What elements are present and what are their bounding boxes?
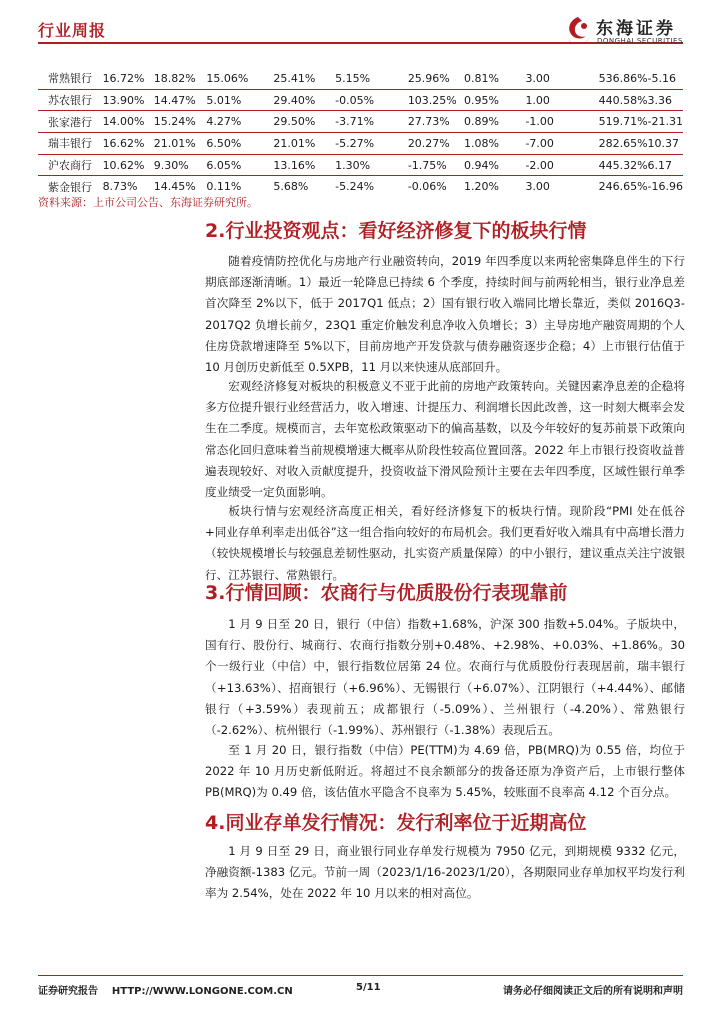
value-cell: 16.62% [103,133,154,155]
value-cell: -5.27% [335,133,408,155]
bank-name-cell: 苏农银行 [38,89,103,111]
value-cell: 103.25% [408,89,464,111]
table-row [38,89,683,111]
footer-left-text: 证券研究报告 HTTP://WWW.LONGONE.COM.CN [38,986,293,997]
value-cell: 6.50% [206,133,273,155]
value-cell: 25.41% [273,68,335,89]
value-cell: 6.05% [206,154,273,176]
value-cell: 14.00% [103,111,154,133]
value-cell: 0.11% [206,180,242,194]
section-4-title: 4.同业存单发行情况：发行利率位于近期高位 [205,812,587,834]
value-cell: 1.08% [464,133,525,155]
value-cell: -7.00 [525,133,591,155]
section-3-paragraph-2: 至 1 月 20 日，银行指数（中信）PE(TTM)为 4.69 倍，PB(MRQ)为 0.55 倍，均位于 2022 年 10 月历史新低附近。将超过不良余额部分的拨备还原为净资产后，上市银行整体 PB(MRQ)为 0.49 倍，该估值水平隐含不良率为 5.45%，较账面不良率高 4.12 个百分点。 [205,743,685,800]
value-cell: -3.71% [335,111,408,133]
value-cell: 0.89% [464,111,525,133]
value-cell: 27.73% [408,111,464,133]
report-type-tag: 行业周报 [38,21,107,40]
bank-data-table [38,68,683,197]
value-cell: 4.27% [206,111,273,133]
value-cell: 15.24% [154,111,207,133]
section-3-paragraph-1: 1 月 9 日至 20 日，银行（中信）指数+1.68%，沪深 300 指数+5.04%。子版块中，国有行、股份行、城商行、农商行指数分别+0.48%、+2.98%、+0.03%、+1.86%。30 个一级行业（中信）中，银行指数位居第 24 位。农商行与优质股份行表现居前，瑞丰银行（+13.63%）、招商银行（+6.96%）、无锡银行（+6.07%）、江阴银行（+4.44%）、邮储银行（+3.59%）表现前五；成都银行（-5.09%）、兰州银行（-4.20%）、常熟银行（-2.62%）、杭州银行（-1.99%）、苏州银行（-1.38%）表现后五。 [205,617,685,738]
value-cell: 13.90% [103,89,154,111]
value-cell: 13.16% [273,154,335,176]
value-cell: -21.31 [648,111,683,133]
donghai-logo-icon [562,14,594,48]
value-cell: 20.27% [408,133,464,155]
value-cell: 14.45% [153,180,196,194]
value-cell: 445.32% [591,154,647,176]
value-cell: 282.65% [591,133,647,155]
value-cell: -1.75% [408,154,464,176]
footer-disclaimer: 请务必仔细阅读正文后的所有说明和声明 [503,986,683,997]
value-cell: 6.17 [648,154,683,176]
value-cell: -1.00 [525,111,591,133]
value-cell: 1.20% [464,180,499,194]
section-2-paragraph-3: 板块行情与宏观经济高度正相关，看好经济修复下的板块行情。现阶段“PMI 处在低谷+同业存单利率走出低谷”这一组合指向较好的布局机会。我们更看好收入端具有中高增长潜力（较快规模增长与较强息差韧性驱动，扎实资产质量保障）的中小银行，建议重点关注宁波银行、江苏银行、常熟银行。 [205,504,685,582]
section-2-title: 2.行业投资观点：看好经济修复下的板块行情 [205,220,587,242]
page-number: 5/11 [356,982,381,993]
value-cell: 10.37 [648,133,683,155]
value-cell: 536.86% [591,68,647,89]
value-cell: 0.94% [464,154,525,176]
company-logo [560,12,690,52]
value-cell: -5.24% [335,180,375,194]
section-3-title: 3.行情回顾：农商行与优质股份行表现靠前 [205,582,568,604]
value-cell: 3.00 [525,180,550,194]
value-cell: 16.72% [103,68,154,89]
bank-name-cell: 瑞丰银行 [38,133,103,155]
value-cell: 21.01% [154,133,207,155]
value-cell: 29.40% [273,89,335,111]
bank-name-cell: 沪农商行 [38,154,103,176]
value-cell: 3.00 [525,68,591,89]
value-cell: 3.36 [648,89,683,111]
table-row [38,133,683,155]
value-cell: -0.05% [335,89,408,111]
table-row [38,111,683,133]
value-cell: 25.96% [408,68,464,89]
bank-name-cell: 常熟银行 [38,68,103,89]
value-cell: 10.62% [103,154,154,176]
value-cell: 519.71% [591,111,647,133]
table-row [38,68,683,89]
section-2-paragraph-1: 随着疫情防控优化与房地产行业融资转向，2019 年四季度以来两轮密集降息伴生的下行期底部逐渐清晰。1）最近一轮降息已持续 6 个季度，持续时间与前两轮相当，银行业净息差首次降至 2%以下，低于 2017Q1 低点；2）国有银行收入端同比增长靠近，类似 2016Q3-2017Q2 负增长前夕，23Q1 重定价触发利息净收入负增长；3）主导房地产融资周期的个人住房贷款增速降至 5%以下，目前房地产开发贷款与债券融资逐步企稳；4）上市银行估值于 10 月创历史新低至 0.5XPB，11 月以来快速从底部回升。 [205,254,685,375]
value-cell: 1.30% [335,154,408,176]
value-cell: 5.15% [335,68,408,89]
value-cell: 5.01% [206,89,273,111]
table-row [38,154,683,176]
value-cell: 18.82% [154,68,207,89]
value-cell: 15.06% [206,68,273,89]
value-cell: -5.16 [648,68,683,89]
value-cell: 440.58% [591,89,647,111]
table-source-note: 资料来源：上市公司公告、东海证券研究所。 [38,196,258,209]
value-cell: 8.73% [102,180,138,194]
value-cell: 1.00 [525,89,591,111]
logo-text-cn: 东海证券 [596,19,676,39]
section-4-paragraph-1: 1 月 9 日至 29 日，商业银行同业存单发行规模为 7950 亿元，到期规模 9332 亿元，净融资额-1383 亿元。节前一周（2023/1/16-2023/1/20），各期限同业存单加权平均发行利率为 2.54%，处在 2022 年 10 月以来的相对高位。 [205,844,685,901]
value-cell: 0.95% [464,89,525,111]
value-cell: 21.01% [273,133,335,155]
value-cell: 14.47% [154,89,207,111]
footer-divider [38,975,683,976]
value-cell: 5.68% [273,180,309,194]
bank-name-cell: 张家港行 [38,111,103,133]
value-cell: 0.81% [464,68,525,89]
value-cell: -2.00 [525,154,591,176]
value-cell: -16.96 [647,180,683,194]
value-cell: 246.65% [598,180,648,194]
value-cell: 9.30% [154,154,207,176]
bank-name-cell: 紫金银行 [48,180,92,194]
section-2-paragraph-2: 宏观经济修复对板块的积极意义不亚于此前的房地产政策转向。关键因素净息差的企稳将多方位提升银行业经营活力，收入增速、计提压力、利润增长因此改善，这一时刻大概率会发生在二季度。规模而言，去年宽松政策驱动下的偏高基数，以及今年较好的复苏前景下政策向常态化回归意味着当前规模增速大概率从阶段性较高位置回落。2022 年上市银行投资收益普遍表现较好、对收入贡献度提升，投资收益下滑风险预计主要在去年四季度，区域性银行单季度业绩受一定负面影响。 [205,379,685,500]
value-cell: -0.06% [407,180,447,194]
value-cell: 29.50% [273,111,335,133]
logo-text-en: DONGHAI SECURITIES [597,37,683,45]
